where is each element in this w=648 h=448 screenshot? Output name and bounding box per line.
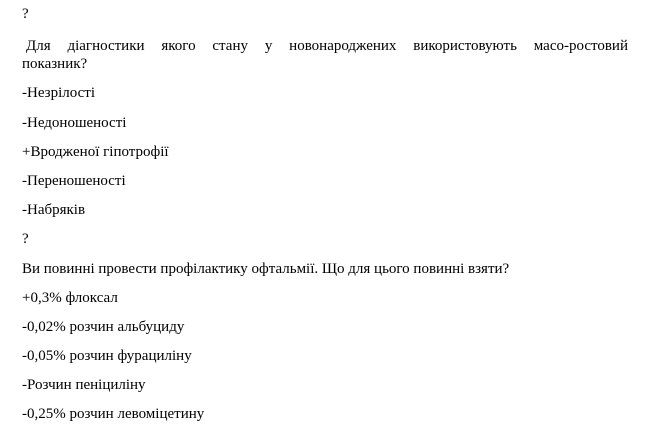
question-marker: ? [22, 231, 29, 247]
answer-option: -Переношеності [22, 173, 126, 189]
answer-option: -0,05% розчин фурациліну [22, 348, 192, 364]
answer-option-correct: +Вроджeної гіпотрофії [22, 144, 169, 160]
question-text-line: Для діагностики якого стану у новонароджених використовують масо-ростовий [26, 38, 628, 54]
question-text: Ви повинні провести профілактику офтальмії. Що для цього повинні взяти? [22, 261, 510, 277]
answer-option: -Розчин пеніциліну [22, 377, 146, 393]
question-text-line: показник? [22, 56, 88, 72]
answer-option: -Набряків [22, 202, 86, 218]
answer-option: -0,02% розчин альбуциду [22, 319, 185, 335]
question-marker: ? [22, 6, 29, 22]
answer-option: -Недоношеності [22, 115, 127, 131]
answer-option: -0,25% розчин левоміцетину [22, 406, 205, 422]
answer-option: -Незрілості [22, 85, 96, 101]
answer-option-correct: +0,3% флоксал [22, 290, 118, 306]
question-text [22, 37, 628, 73]
